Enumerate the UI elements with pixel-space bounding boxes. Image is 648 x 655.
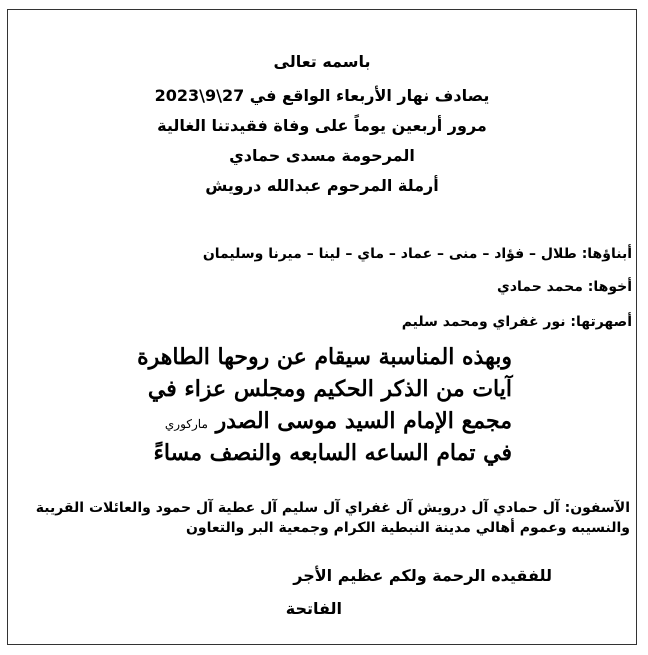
basmala: باسمه تعالى xyxy=(273,52,371,71)
ceremony-time: في تمام الساعه السابعه والنصف مساءً xyxy=(153,440,512,466)
obituary-notice xyxy=(12,14,632,640)
ceremony-venue xyxy=(165,408,512,434)
deceased-name: المرحومة مسدى حمادي xyxy=(229,146,415,165)
fatiha-line: الفاتحة xyxy=(285,599,342,618)
anniversary-line: مرور أربعين يوماً على وفاة فقيدتنا الغالية xyxy=(157,116,487,135)
sons-line: أبناؤها: طلال – فؤاد – منى – عماد – ماي – لينا – ميرنا وسليمان xyxy=(202,246,632,262)
in-laws-line: أصهرتها: نور غفراي ومحمد سليم xyxy=(401,314,632,330)
date-line: يصادف نهار الأربعاء الواقع في 27\9\2023 xyxy=(154,86,490,105)
mourners-paragraph: الآسفون: آل حمادي آل درويش آل غفراي آل سليم آل عطية آل حمود والعائلات القريبة والنسيبه وعموم أهالي مدينة النبطية الكرام وجمعية البر والتعاون xyxy=(35,500,630,536)
venue-name: مجمع الإمام السيد موسى الصدر xyxy=(215,408,512,434)
ceremony-line-2: آيات من الذكر الحكيم ومجلس عزاء في xyxy=(147,376,512,402)
widow-of-line: أرملة المرحوم عبدالله درويش xyxy=(205,176,439,195)
venue-location-note: ماركوري xyxy=(164,417,208,431)
ceremony-line-1: وبهذه المناسبة سيقام عن روحها الطاهرة xyxy=(137,344,512,370)
brother-line: أخوها: محمد حمادي xyxy=(497,279,632,295)
condolence-line: للفقيده الرحمة ولكم عظيم الأجر xyxy=(293,566,552,585)
